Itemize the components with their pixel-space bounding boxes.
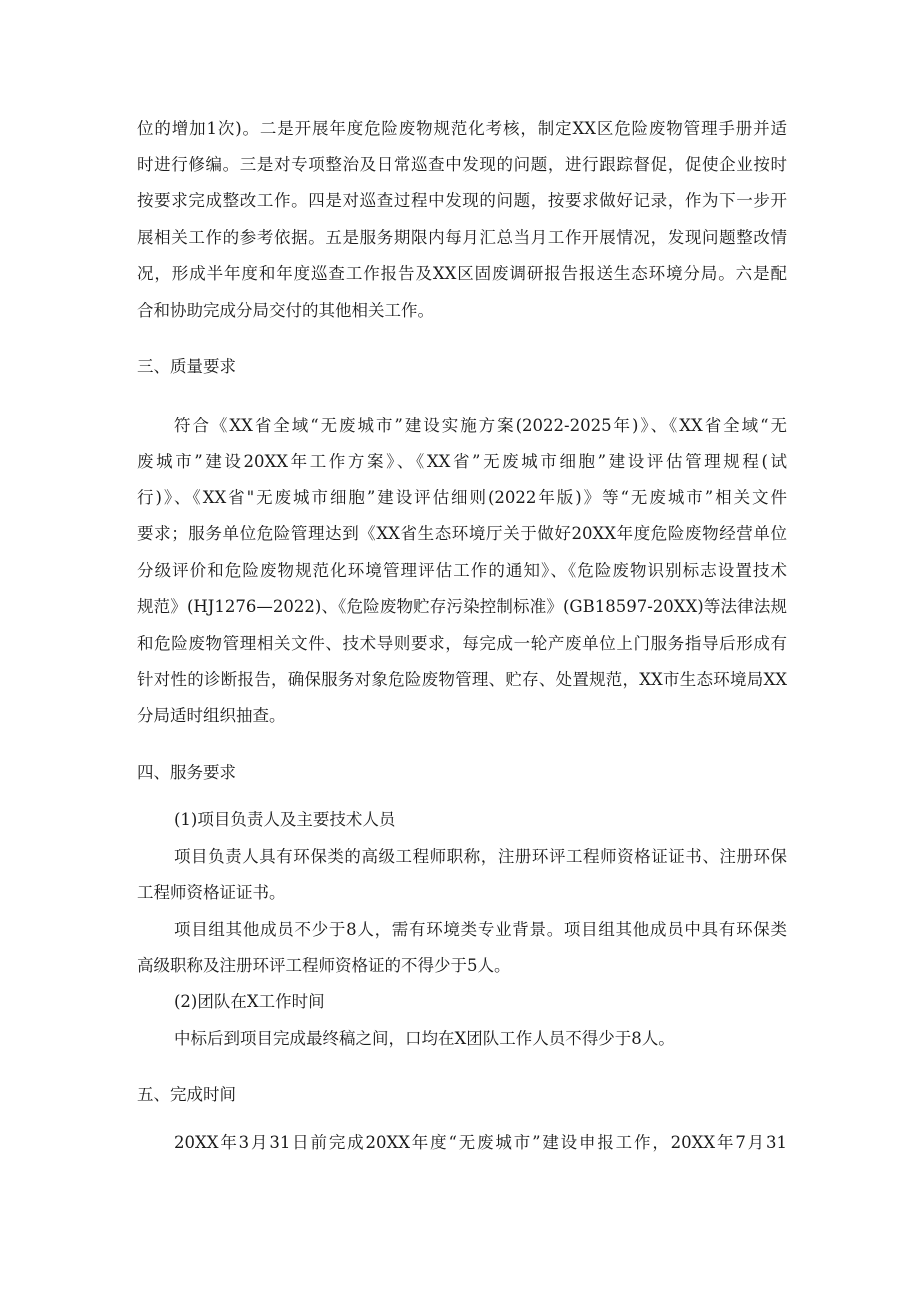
para1-line-6: 合和协助完成分局交付的其他相关工作。 bbox=[137, 301, 434, 320]
subheading-team-time: (2)团队在X工作时间 bbox=[174, 992, 325, 1011]
para2-line-6: 规范》(HJ1276—2022)、《危险废物贮存污染控制标准》(GB18597-20XX)等法律法规 bbox=[137, 597, 787, 616]
para1-line-2: 时进行修编。三是对专项整治及日常巡查中发现的问题，进行跟踪督促，促使企业按时 bbox=[137, 155, 787, 174]
para1-line-1: 位的增加1次)。二是开展年度危险废物规范化考核，制定XX区危险废物管理手册并适 bbox=[137, 119, 787, 138]
para2-line-8: 针对性的诊断报告，确保服务对象危险废物管理、贮存、处置规范，XX市生态环境局XX bbox=[137, 670, 787, 689]
para3-line-2: 工程师资格证证书。 bbox=[137, 883, 286, 902]
para4-line-1: 项目组其他成员不少于8人，需有环境类专业背景。项目组其他成员中具有环保类 bbox=[174, 920, 787, 939]
para2-line-3: 行)》、《XX省"无废城市细胞”建设评估细则(2022年版)》等“无废城市”相关文件 bbox=[137, 488, 787, 507]
para2-line-2: 废城市”建设20XX年工作方案》、《XX省”无废城市细胞”建设评估管理规程(试 bbox=[137, 452, 787, 471]
para1-line-5: 况，形成半年度和年度巡查工作报告及XX区固废调研报告报送生态环境分局。六是配 bbox=[137, 264, 787, 283]
subheading-project-lead: (1)项目负责人及主要技术人员 bbox=[174, 810, 396, 829]
para4-line-2: 高级职称及注册环评工程师资格证的不得少于5人。 bbox=[137, 956, 511, 975]
para2-line-7: 和危险废物管理相关文件、技术导则要求，每完成一轮产废单位上门服务指导后形成有 bbox=[137, 634, 787, 653]
para2-line-1: 符合《XX省全域“无废城市”建设实施方案(2022-2025年)》、《XX省全域“无 bbox=[174, 416, 787, 435]
para1-line-4: 展相关工作的参考依据。五是服务期限内每月汇总当月工作开展情况，发现问题整改情 bbox=[137, 228, 787, 247]
para1-line-3: 按要求完成整改工作。四是对巡查过程中发现的问题，按要求做好记录，作为下一步开 bbox=[137, 191, 787, 210]
para5-line-1: 中标后到项目完成最终稿之间，口均在X团队工作人员不得少于8人。 bbox=[174, 1029, 675, 1048]
section-heading-completion: 五、完成时间 bbox=[137, 1085, 236, 1104]
para6-line-1: 20XX年3月31日前完成20XX年度“无废城市”建设申报工作，20XX年7月31 bbox=[174, 1133, 787, 1152]
para3-line-1: 项目负责人具有环保类的高级工程师职称，注册环评工程师资格证证书、注册环保 bbox=[174, 847, 787, 866]
section-heading-quality: 三、质量要求 bbox=[137, 357, 236, 376]
section-heading-service: 四、服务要求 bbox=[137, 763, 236, 782]
para2-line-9: 分局适时组织抽查。 bbox=[137, 706, 286, 725]
para2-line-4: 要求；服务单位危险管理达到《XX省生态环境厅关于做好20XX年度危险废物经营单位 bbox=[137, 524, 787, 543]
para2-line-5: 分级评价和危险废物规范化环境管理评估工作的通知》、《危险废物识别标志设置技术 bbox=[137, 561, 787, 580]
